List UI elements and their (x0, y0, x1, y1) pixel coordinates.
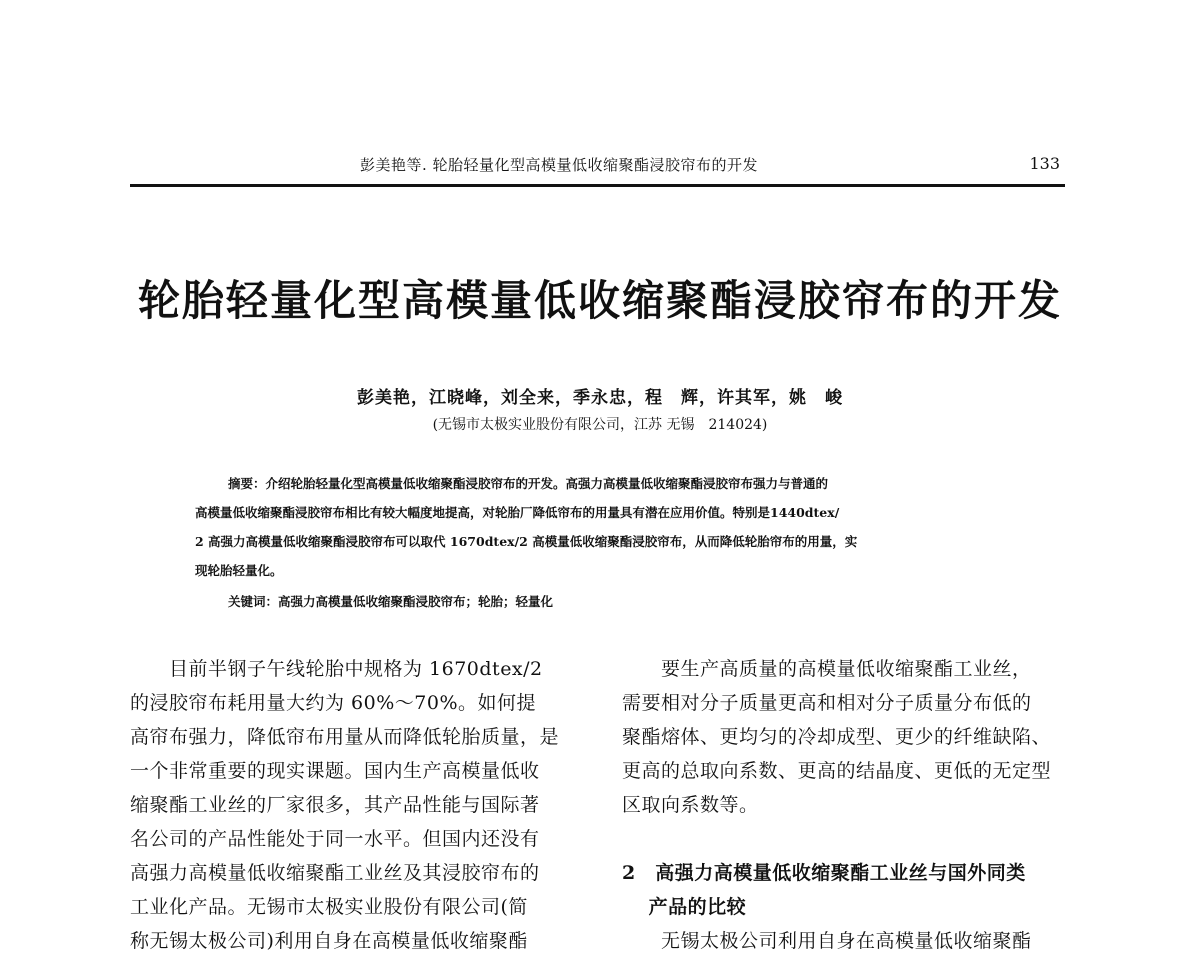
body-line: 要生产高质量的高模量低收缩聚酯工业丝， (622, 658, 1032, 680)
body-line: 区取向系数等。 (622, 794, 759, 816)
keywords-line (228, 592, 1013, 610)
body-line: 无锡太极公司利用自身在高模量低收缩聚酯 (622, 930, 1032, 952)
page-number: 133 (1029, 154, 1060, 173)
body-line: 缩聚酯工业丝的厂家很多，其产品性能与国际著 (130, 794, 540, 816)
section-heading-cont: 产品的比较 (622, 896, 747, 918)
keywords-text: 高强力高模量低收缩聚酯浸胶帘布；轮胎；轻量化 (278, 594, 554, 609)
paper-title: 轮胎轻量化型高模量低收缩聚酯浸胶帘布的开发 (137, 276, 1062, 325)
abstract-label: 摘要： (228, 476, 266, 491)
body-line: 需要相对分子质量更高和相对分子质量分布低的 (622, 692, 1032, 714)
body-line: 目前半钢子午线轮胎中规格为 1670dtex/2 (130, 658, 543, 680)
abstract-line: 高模量低收缩聚酯浸胶帘布相比有较大幅度地提高，对轮胎厂降低帘布的用量具有潜在应用价值。特别是1440dtex/ (195, 505, 840, 520)
body-line: 名公司的产品性能处于同一水平。但国内还没有 (130, 828, 540, 850)
affiliation: (无锡市太极实业股份有限公司，江苏 无锡 214024) (432, 417, 768, 433)
header-rule (130, 184, 1065, 187)
body-line: 工业化产品。无锡市太极实业股份有限公司(简 (130, 896, 528, 918)
body-line: 一个非常重要的现实课题。国内生产高模量低收 (130, 760, 540, 782)
body-line: 的浸胶帘布耗用量大约为 60%～70%。如何提 (130, 692, 537, 714)
abstract-line: 现轮胎轻量化。 (195, 563, 283, 578)
authors: 彭美艳，江晓峰，刘全来，季永忠，程 辉，许其军，姚 峻 (357, 388, 843, 408)
section-heading: 2 高强力高模量低收缩聚酯工业丝与国外同类 (622, 862, 1026, 884)
body-line: 高帘布强力，降低帘布用量从而降低轮胎质量，是 (130, 726, 560, 748)
body-line: 更高的总取向系数、更高的结晶度、更低的无定型 (622, 760, 1052, 782)
abstract-line: 2 高强力高模量低收缩聚酯浸胶帘布可以取代 1670dtex/2 高模量低收缩聚酯浸胶帘布，从而降低轮胎帘布的用量，实 (195, 534, 858, 549)
keywords-label: 关键词： (228, 594, 279, 609)
running-head: 彭美艳等. 轮胎轻量化型高模量低收缩聚酯浸胶帘布的开发 (360, 156, 759, 174)
abstract-text: 介绍轮胎轻量化型高模量低收缩聚酯浸胶帘布的开发。高强力高模量低收缩聚酯浸胶帘布强力与普通的 (265, 476, 829, 491)
body-line: 聚酯熔体、更均匀的冷却成型、更少的纤维缺陷、 (622, 726, 1052, 748)
body-line: 高强力高模量低收缩聚酯工业丝及其浸胶帘布的 (130, 862, 540, 884)
body-line: 称无锡太极公司)利用自身在高模量低收缩聚酯 (130, 930, 528, 952)
abstract-line (228, 474, 1013, 492)
